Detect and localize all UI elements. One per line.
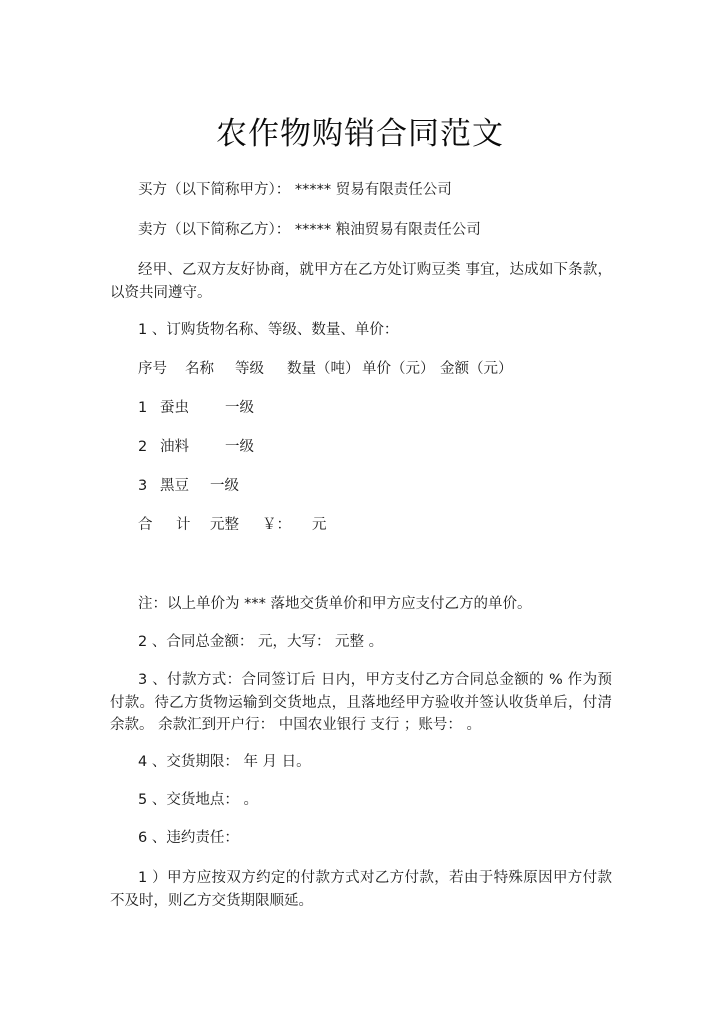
clause-5-delivery-place: 5 、交货地点： 。 <box>138 792 258 808</box>
row-name: 油料 <box>160 439 189 455</box>
header-no: 序号 <box>138 361 167 377</box>
row-grade: 一级 <box>225 400 254 416</box>
header-quantity: 数量（吨） <box>287 361 360 377</box>
clause-2-total-amount: 2 、合同总金额： 元，大写： 元整 。 <box>138 634 384 650</box>
clause-3-payment: 3 、付款方式：合同签订后 日内，甲方支付乙方合同总金额的 % 作为预 付款。待乙方货物运输到交货地点，且落地经甲方验收并签认收货单后，付清余款。 余款汇到开户行： 中国农业银行 支行 ；账号： 。 <box>110 672 612 733</box>
header-unit-price: 单价（元） <box>362 361 435 377</box>
header-amount: 金额（元） <box>440 361 513 377</box>
total-label-1: 合 <box>138 517 153 533</box>
total-amount-words: 元整 <box>210 517 239 533</box>
seller-line: 卖方（以下简称乙方）： ***** 粮油贸易有限责任公司 <box>138 222 481 238</box>
intro-paragraph: 经甲、乙双方友好协商，就甲方在乙方处订购豆类 事宜，达成如下条款，以资共同遵守。 <box>110 262 612 301</box>
row-no: 1 <box>138 400 148 416</box>
row-name: 黑豆 <box>160 478 189 494</box>
total-currency: ￥： <box>262 517 291 533</box>
total-label-2: 计 <box>176 517 191 533</box>
clause-4-delivery-date: 4 、交货期限： 年 月 日。 <box>138 754 311 770</box>
row-grade: 一级 <box>225 439 254 455</box>
row-name: 蚕虫 <box>160 400 189 416</box>
total-unit: 元 <box>312 517 327 533</box>
row-no: 3 <box>138 478 148 494</box>
clause-1-heading: 1 、订购货物名称、等级、数量、单价： <box>138 322 399 338</box>
clause-6-item-1: 1 ）甲方应按双方约定的付款方式对乙方付款，若由于特殊原因甲方付款不及时，则乙方交货期限顺延。 <box>110 870 612 909</box>
clause-6-heading: 6 、违约责任： <box>138 830 239 846</box>
header-name: 名称 <box>185 361 214 377</box>
header-grade: 等级 <box>235 361 264 377</box>
row-grade: 一级 <box>210 478 239 494</box>
document-title: 农作物购销合同范文 <box>216 116 504 152</box>
buyer-line: 买方（以下简称甲方）： ***** 贸易有限责任公司 <box>138 182 452 198</box>
price-note: 注：以上单价为 *** 落地交货单价和甲方应支付乙方的单价。 <box>138 596 532 612</box>
row-no: 2 <box>138 439 148 455</box>
